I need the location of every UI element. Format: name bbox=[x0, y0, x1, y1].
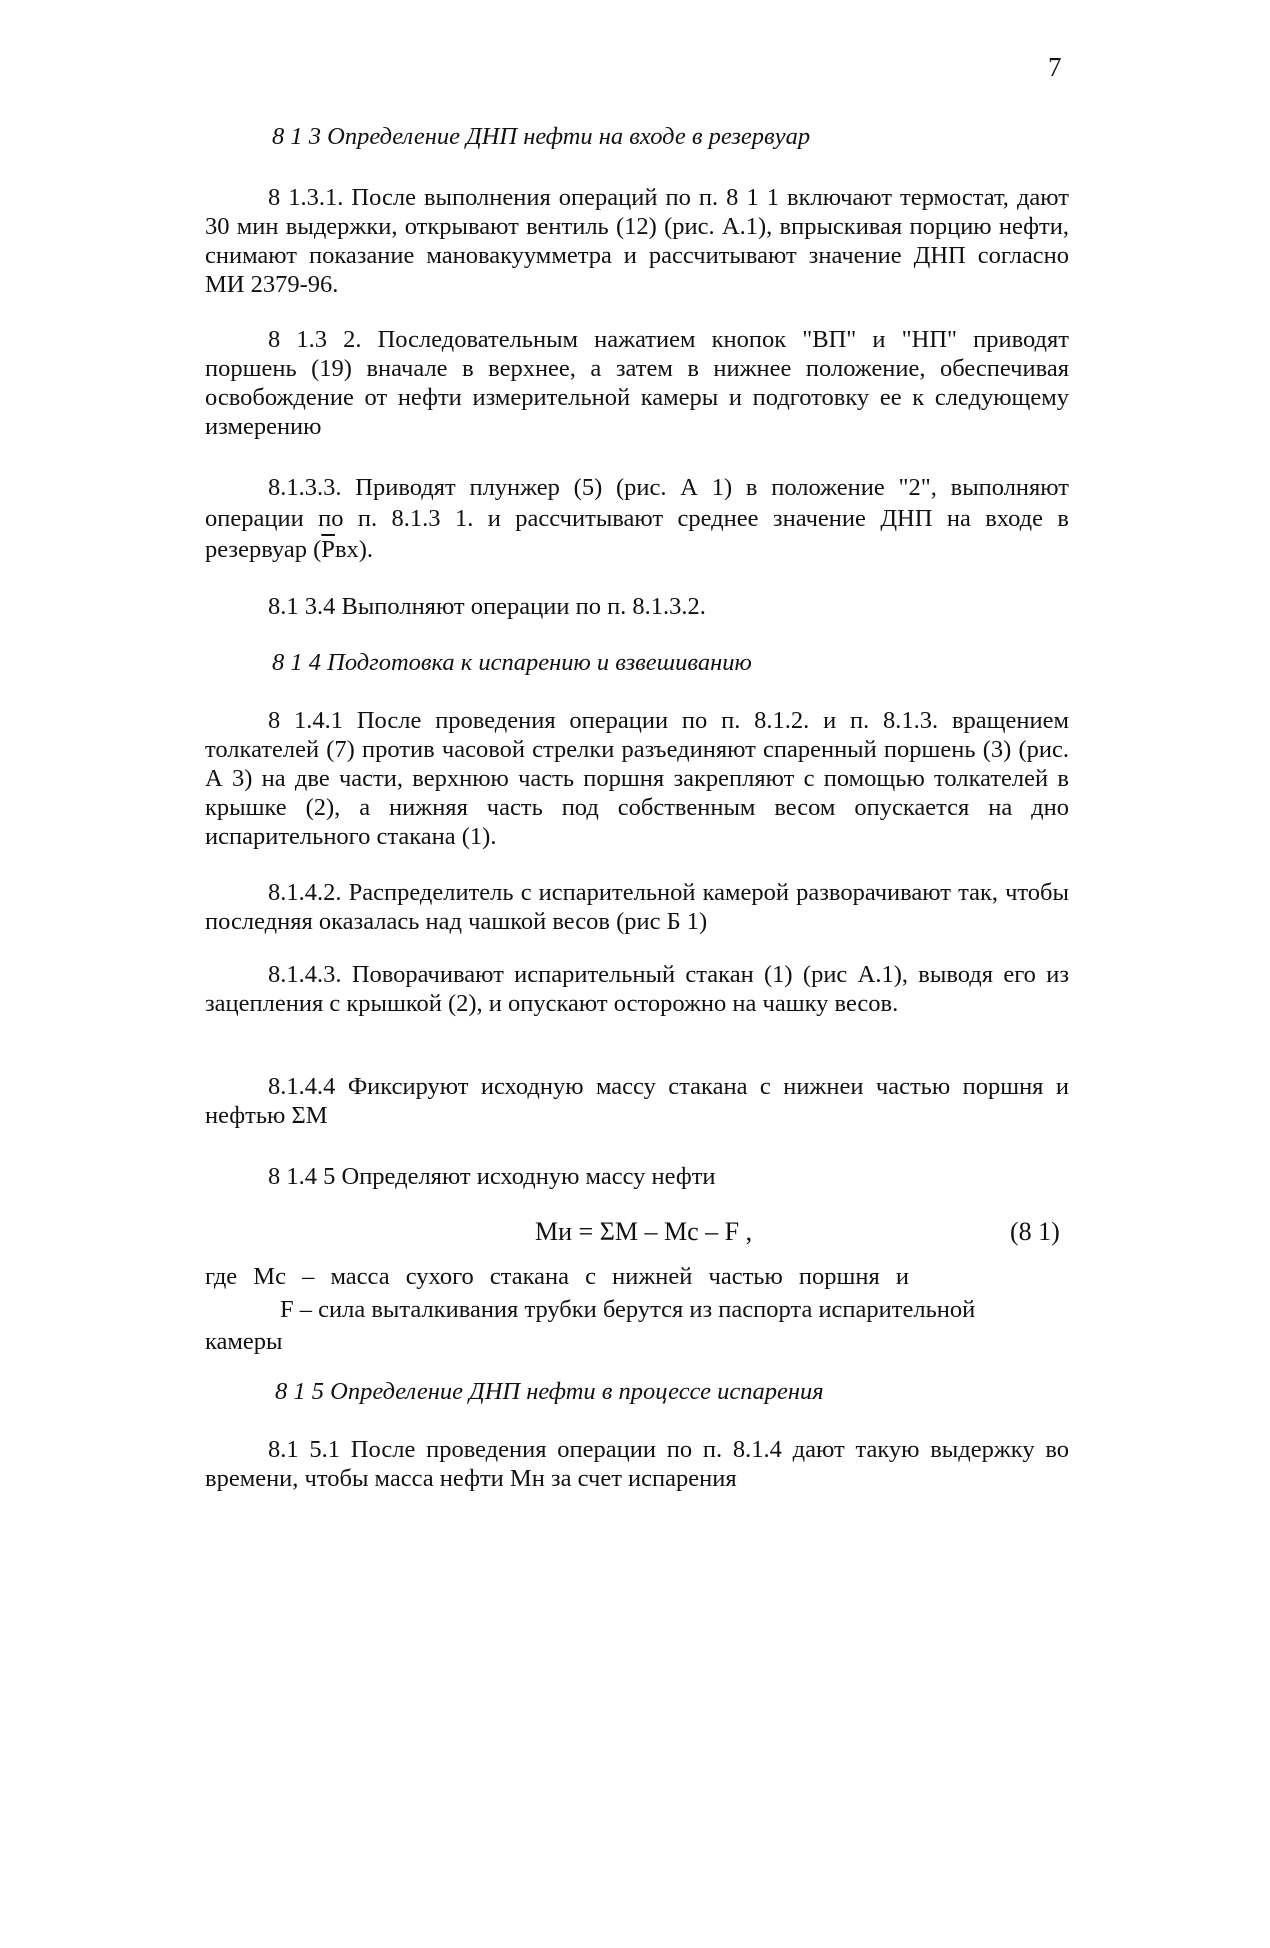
page-number: 7 bbox=[1048, 52, 1062, 82]
paragraph-8-1-3-2: 8 1.3 2. Последовательным нажатием кнопок "ВП" и "НП" приводят поршень (19) вначале в верхнее, а затем в нижнее положение, обеспечивая освобождение от нефти измерительной камеры и подготовку ее к следующему измерению bbox=[205, 326, 1069, 440]
paragraph-8-1-4-2: 8.1.4.2. Распределитель с испарительной камерой разворачивают так, чтобы последняя оказалась над чашкой весов (рис Б 1) bbox=[205, 879, 1069, 935]
formula-8-1: Ми = ΣМ – Мс – F , bbox=[535, 1217, 753, 1246]
formula-where-line: где Мс – масса сухого стакана с нижней частью поршня и bbox=[205, 1263, 910, 1290]
mean-pressure-symbol: $\overline{P}$ bbox=[321, 536, 335, 563]
paragraph-8-1-3-3-text: 8.1.3.3. Приводят плунжер (5) (рис. А 1) в положение "2", выполняют операции по п. 8.1.3 1. и рассчитывают среднее значение ДНП на входе в резервуар ( bbox=[205, 474, 1069, 563]
paragraph-8-1-4-3: 8.1.4.3. Поворачивают испарительный стакан (1) (рис А.1), выводя его из зацепления с крышкой (2), и опускают осторожно на чашку весов. bbox=[205, 961, 1069, 1017]
paragraph-8-1-3-3-end: ). bbox=[358, 536, 374, 563]
formula-f-definition: F – сила выталкивания трубки берутся из паспорта испарительной bbox=[280, 1296, 976, 1323]
paragraph-8-1-4-1: 8 1.4.1 После проведения операции по п. 8.1.2. и п. 8.1.3. вращением толкателей (7) против часовой стрелки разъединяют спаренный поршень (3) (рис. А 3) на две части, верхнюю часть поршня закрепляют с помощью толкателей в крышке (2), а нижняя часть под собственным весом опускается на дно испарительного стакана (1). bbox=[205, 707, 1069, 850]
paragraph-8-1-3-3 bbox=[205, 472, 1069, 565]
paragraph-8-1-3-4: 8.1 3.4 Выполняют операции по п. 8.1.3.2. bbox=[268, 593, 706, 620]
section-heading-8-1-5: 8 1 5 Определение ДНП нефти в процессе испарения bbox=[275, 1378, 824, 1405]
formula-number: (8 1) bbox=[1010, 1217, 1060, 1246]
section-heading-8-1-4: 8 1 4 Подготовка к испарению и взвешиванию bbox=[272, 649, 752, 676]
paragraph-8-1-5-1: 8.1 5.1 После проведения операции по п. 8.1.4 дают такую выдержку во времени, чтобы масса нефти Мн за счет испарения bbox=[205, 1436, 1069, 1492]
section-heading-8-1-3: 8 1 3 Определение ДНП нефти на входе в резервуар bbox=[272, 123, 811, 150]
mean-pressure-subscript: вх bbox=[334, 536, 359, 563]
formula-f-definition-end: камеры bbox=[205, 1328, 283, 1355]
paragraph-8-1-4-4: 8.1.4.4 Фиксируют исходную массу стакана с нижнеи частью поршня и нефтью ΣМ bbox=[205, 1073, 1069, 1129]
paragraph-8-1-4-5: 8 1.4 5 Определяют исходную массу нефти bbox=[268, 1163, 716, 1190]
paragraph-8-1-3-1: 8 1.3.1. После выполнения операций по п. 8 1 1 включают термостат, дают 30 мин выдержки, открывают вентиль (12) (рис. А.1), впрыскивая порцию нефти, снимают показание мановакуумметра и рассчитывают значение ДНП согласно МИ 2379-96. bbox=[205, 184, 1069, 298]
